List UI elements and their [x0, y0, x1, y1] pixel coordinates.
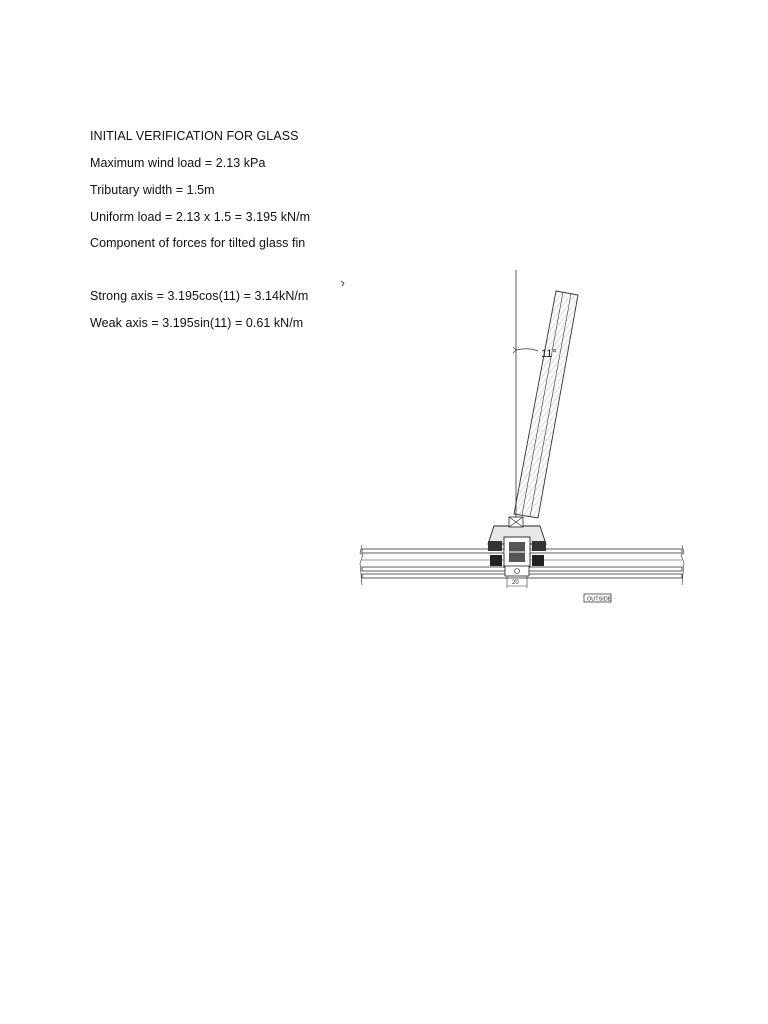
heading-initial-verification: INITIAL VERIFICATION FOR GLASS: [90, 129, 299, 143]
outside-label: OUTSIDE: [587, 596, 612, 603]
cursor-mark: [341, 281, 344, 286]
angle-dimension: [513, 347, 557, 360]
dimension-label: 20: [512, 580, 519, 586]
component-forces-line: Component of forces for tilted glass fin: [90, 236, 306, 250]
tributary-width-line: Tributary width = 1.5m: [90, 183, 215, 197]
weak-axis-line: Weak axis = 3.195sin(11) = 0.61 kN/m: [90, 316, 304, 330]
tilted-glass-fin: [514, 291, 578, 518]
strong-axis-line: Strong axis = 3.195cos(11) = 3.14kN/m: [90, 289, 309, 303]
max-wind-load-line: Maximum wind load = 2.13 kPa: [90, 156, 266, 170]
uniform-load-line: Uniform load = 2.13 x 1.5 = 3.195 kN/m: [90, 210, 311, 224]
glass-fin-section-drawing: [330, 265, 690, 610]
angle-label: 11°: [541, 348, 557, 360]
outside-tag: [584, 594, 612, 603]
